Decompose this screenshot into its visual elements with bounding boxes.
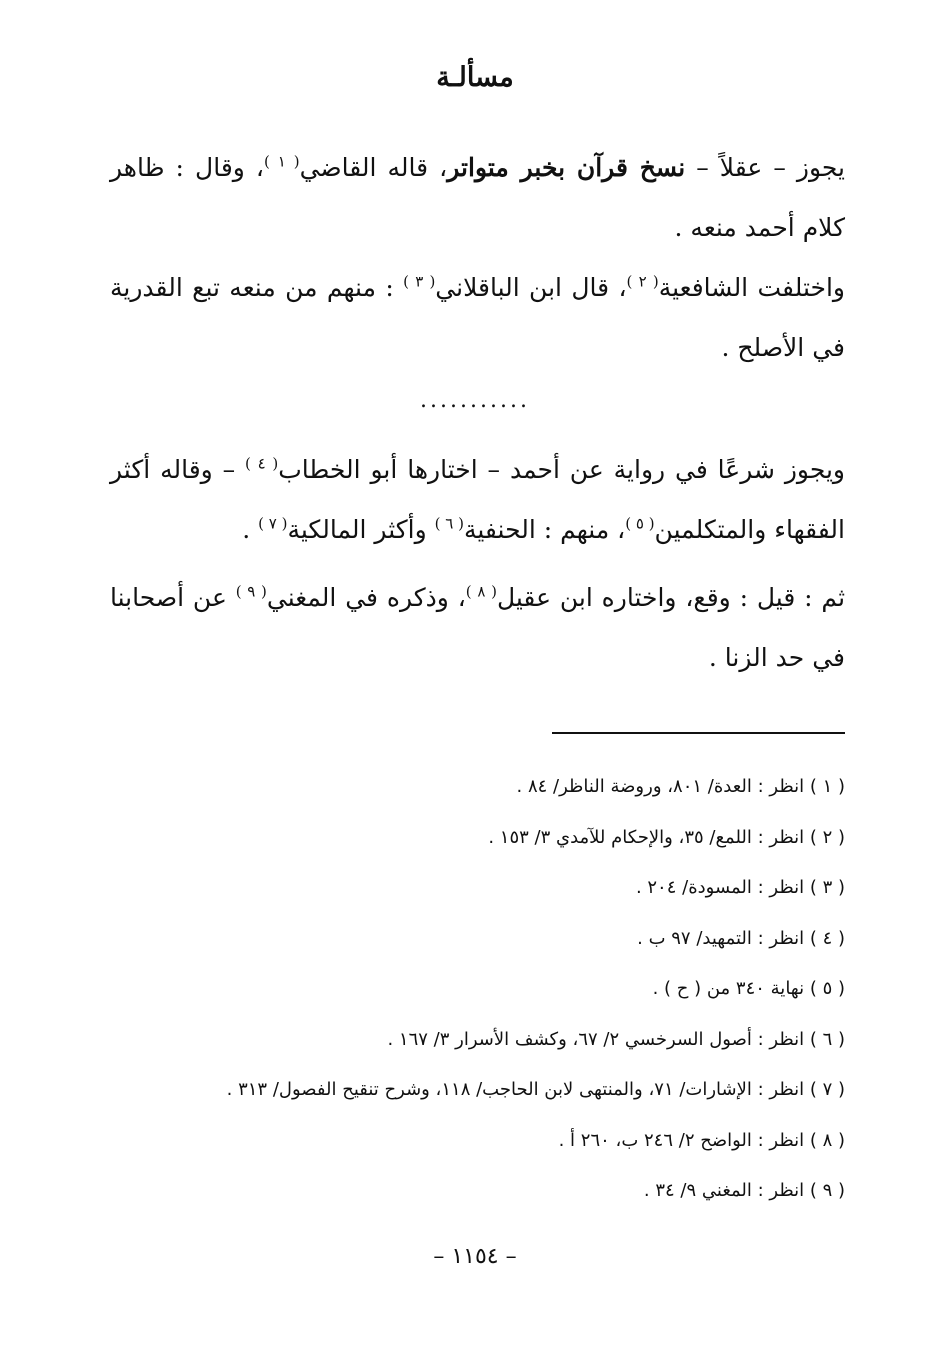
footnote-divider <box>552 732 845 734</box>
footnote-8: ( ٨ ) انظر : الواضح ٢/ ٢٤٦ ب، ٢٦٠ أ . <box>558 1129 845 1151</box>
paragraph-text: – وقاله أكثر الفقهاء والمتكلمين <box>110 455 845 544</box>
paragraph-text: يجوز – عقلاً – <box>685 153 845 182</box>
paragraph-text: ، منهم : الحنفية <box>463 515 626 544</box>
page-number: – ١١٥٤ – <box>433 1244 517 1269</box>
paragraph-3 <box>110 440 845 560</box>
paragraph-text: ، قال ابن الباقلاني <box>435 273 627 302</box>
paragraph-2 <box>110 258 845 378</box>
paragraph-text: . <box>242 515 259 544</box>
paragraph-text: ، قاله القاضي <box>299 153 448 182</box>
page-title: مسألـة <box>436 62 514 93</box>
footnote-ref-4[interactable]: ( ٤ ) <box>245 454 279 473</box>
paragraph-text: واختلفت الشافعية <box>658 273 845 302</box>
paragraph-4 <box>110 568 845 688</box>
paragraph-text: عن أصحابنا في حد الزنا . <box>110 583 845 672</box>
paragraph-text: وأكثر المالكية <box>287 515 435 544</box>
footnote-ref-7[interactable]: ( ٧ ) <box>258 514 288 533</box>
paragraph-text: : منهم من منعه تبع القدرية في الأصلح . <box>110 273 845 362</box>
footnote-ref-8[interactable]: ( ٨ ) <box>465 582 497 601</box>
footnote-ref-1[interactable]: ( ١ ) <box>264 152 300 171</box>
paragraph-text: ثم : قيل : وقع، واختاره ابن عقيل <box>496 583 846 612</box>
footnotes-list <box>110 762 845 1217</box>
paragraph-1 <box>110 138 845 258</box>
paragraph-text: ، وذكره في المغني <box>266 583 466 612</box>
footnote-9: ( ٩ ) انظر : المغني ٩/ ٣٤ . <box>643 1180 845 1201</box>
footnote-3: ( ٣ ) انظر : المسودة/ ٢٠٤ . <box>635 877 845 898</box>
footnote-6: ( ٦ ) انظر : أصول السرخسي ٢/ ٦٧، وكشف الأسرار ٣/ ١٦٧ . <box>387 1028 845 1050</box>
footnote-ref-3[interactable]: ( ٣ ) <box>403 272 436 291</box>
paragraph-text: ، وقال : ظاهر كلام أحمد منعه . <box>110 153 845 242</box>
section-separator: ........... <box>420 388 530 413</box>
paragraph-text: ويجوز شرعًا في رواية عن أحمد – اختارها أبو الخطاب <box>278 455 846 484</box>
footnote-ref-5[interactable]: ( ٥ ) <box>625 514 655 533</box>
bold-phrase: نسخ قرآن بخبر متواتر <box>447 153 686 182</box>
footnote-5: ( ٥ ) نهاية ٣٤٠ من ( ح ) . <box>652 978 845 999</box>
footnote-ref-2[interactable]: ( ٢ ) <box>626 272 659 291</box>
footnote-1: ( ١ ) انظر : العدة/ ٨٠١، وروضة الناظر/ ٨٤ . <box>516 776 845 797</box>
footnote-4: ( ٤ ) انظر : التمهيد/ ٩٧ ب . <box>637 927 845 949</box>
footnote-7: ( ٧ ) انظر : الإشارات/ ٧١، والمنتهى لابن الحاجب/ ١١٨، وشرح تنقيح الفصول/ ٣١٣ . <box>226 1079 845 1100</box>
footnote-ref-6[interactable]: ( ٦ ) <box>434 514 464 533</box>
footnote-ref-9[interactable]: ( ٩ ) <box>235 582 267 601</box>
footnote-2: ( ٢ ) انظر : اللمع/ ٣٥، والإحكام للآمدي ٣/ ١٥٣ . <box>488 826 845 848</box>
